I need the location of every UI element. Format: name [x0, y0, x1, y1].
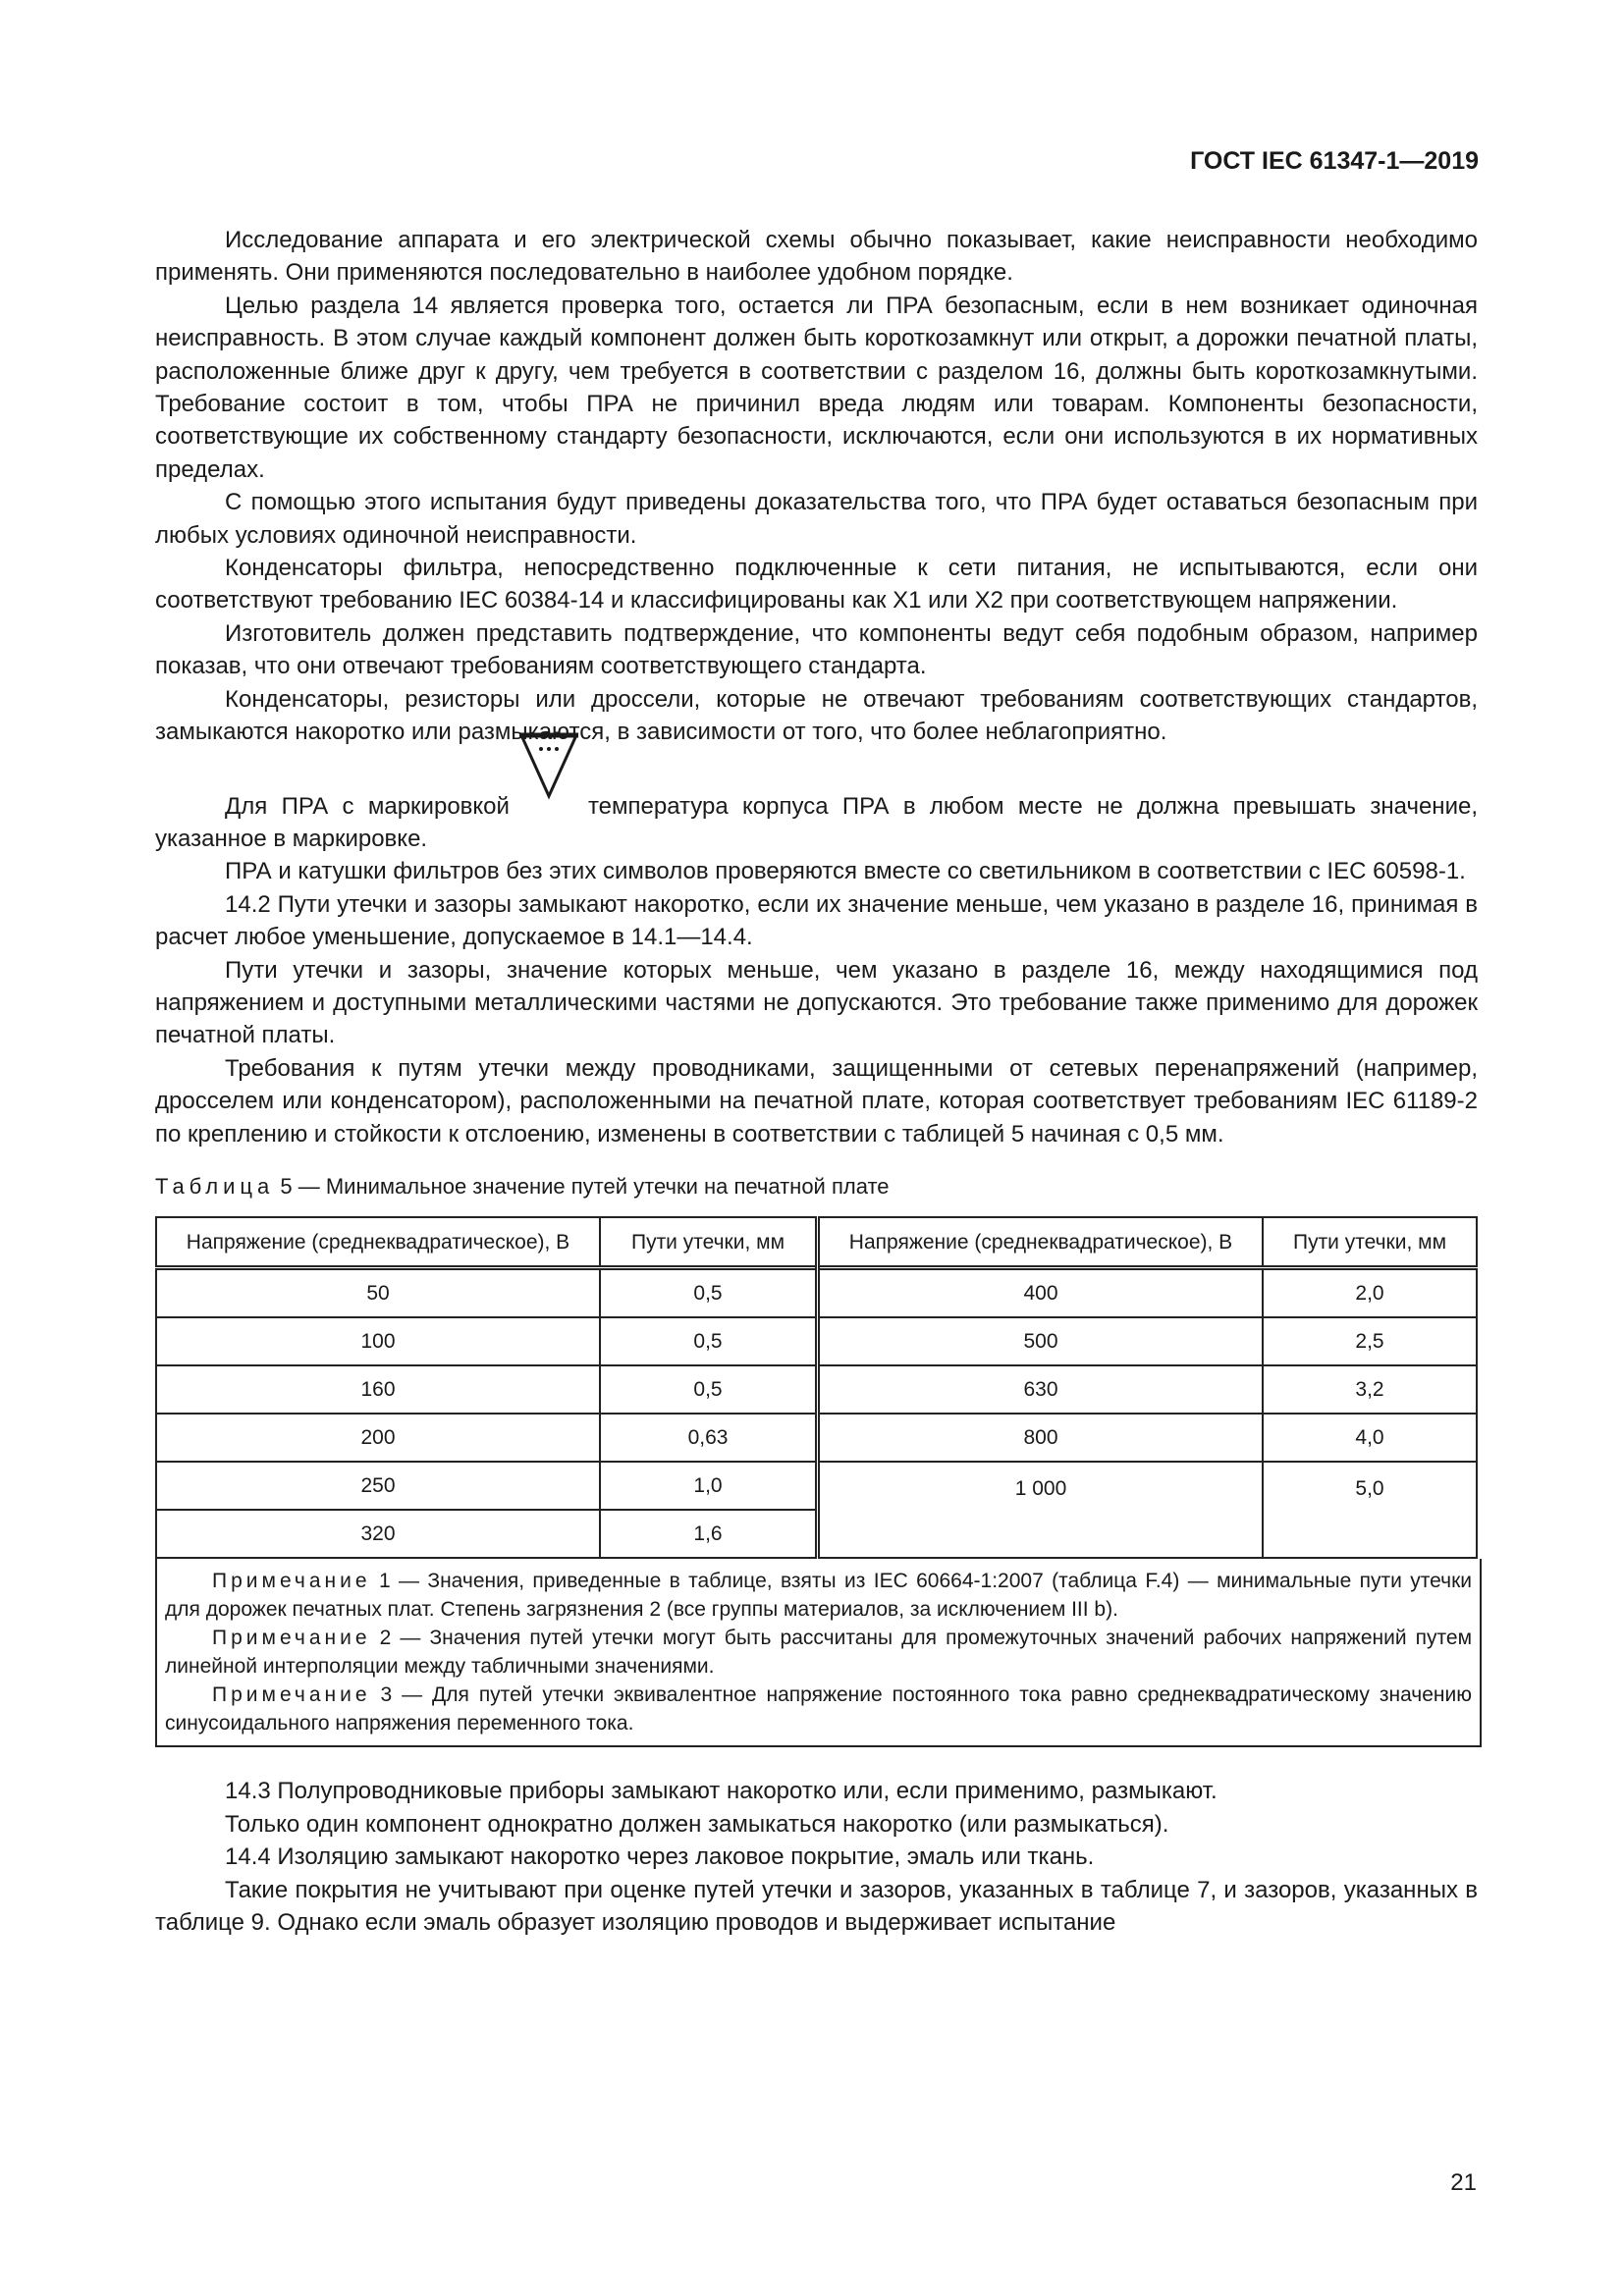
paragraph: Требования к путям утечки между проводниками, защищенными от сетевых перенапряжений (например, дросселем или конденсатором), расположенными на печатной плате, которая соответствует требованиям IEC 61189-2 по креплению и стойкости к отслоению, изменены в соответствии с таблицей 5 начиная с 0,5 мм. [155, 1054, 1478, 1148]
table-row [156, 1268, 1477, 1318]
table-caption-label: Таблица [155, 1173, 275, 1199]
paragraph: С помощью этого испытания будут приведены доказательства того, что ПРА будет оставаться безопасным при любых условиях одиночной неисправности. [155, 489, 1478, 549]
marking-text-before: Для ПРА с маркировкой [225, 792, 510, 820]
cell-creepage: 0,5 [600, 1317, 818, 1365]
document-body [155, 224, 1478, 1939]
paragraph: Изготовитель должен представить подтверждение, что компоненты ведут себя подобным образом, например показав, что они отвечают требованиям соответствующего стандарта. [155, 619, 1478, 680]
cell-voltage: 630 [818, 1365, 1264, 1414]
cell-creepage: 0,5 [600, 1365, 818, 1414]
temperature-marking-triangle-icon [517, 771, 580, 818]
cell-voltage: 100 [156, 1317, 600, 1365]
cell-creepage: 3,2 [1263, 1365, 1477, 1414]
cell-voltage: 500 [818, 1317, 1264, 1365]
marking-text-after: температура корпуса ПРА в любом месте не должна превышать значение, указанное в маркировке. [155, 792, 1478, 852]
paragraph: 14.4 Изоляцию замыкают накоротко через лаковое покрытие, эмаль или ткань. [225, 1843, 1095, 1871]
table-caption-text: 5 — Минимальное значение путей утечки на печатной плате [280, 1173, 890, 1199]
cell-creepage: 1,6 [600, 1510, 818, 1558]
table-note: Примечание 3 — Для путей утечки эквивалентное напряжение постоянного тока равно среднеквадратическому значению синусоидального напряжения переменного тока. [165, 1683, 1472, 1735]
paragraph: Исследование аппарата и его электрической схемы обычно показывает, какие неисправности необходимо применять. Они применяются последовательно в наиболее удобном порядке. [155, 227, 1478, 287]
cell-creepage: 0,5 [600, 1268, 818, 1318]
paragraph: Конденсаторы фильтра, непосредственно подключенные к сети питания, не испытываются, если они соответствуют требованию IEC 60384-14 и классифицированы как X1 или X2 при соответствующем напряжении. [155, 555, 1478, 614]
header-creepage: Пути утечки, мм [600, 1217, 818, 1268]
paragraph: Целью раздела 14 является проверка того, остается ли ПРА безопасным, если в нем возникает одиночная неисправность. В этом случае каждый компонент должен быть короткозамкнут или открыт, а дорожки печатной платы, расположенные ближе друг к другу, чем требуется в соответствии с разделом 16, должны быть короткозамкнутыми. Требование состоит в том, чтобы ПРА не причинил вреда людям или товарам. Компоненты безопасности, соответствующие их собственному стандарту безопасности, исключаются, если они используются в их нормативных пределах. [155, 292, 1478, 483]
table-notes [155, 1559, 1482, 1747]
document-id-header: ГОСТ IEC 61347-1—2019 [1190, 147, 1479, 175]
table-header-row [156, 1217, 1477, 1268]
cell-creepage: 2,5 [1263, 1317, 1477, 1365]
cell-voltage: 800 [818, 1414, 1264, 1462]
paragraph: 14.3 Полупроводниковые приборы замыкают накоротко или, если применимо, размыкают. [225, 1778, 1218, 1805]
table-row [156, 1414, 1477, 1462]
table-row [156, 1365, 1477, 1414]
paragraph: Такие покрытия не учитывают при оценке путей утечки и зазоров, указанных в таблице 7, и зазоров, указанных в таблице 9. Однако если эмаль образует изоляцию проводов и выдерживает испытание [155, 1876, 1478, 1936]
cell-creepage: 0,63 [600, 1414, 818, 1462]
cell-voltage: 50 [156, 1268, 600, 1318]
cell-voltage: 320 [156, 1510, 600, 1558]
page-number: 21 [1450, 2169, 1477, 2196]
header-voltage: Напряжение (среднеквадратическое), В [156, 1217, 600, 1268]
marking-paragraph [155, 771, 1478, 856]
cell-creepage: 5,0 [1263, 1462, 1477, 1558]
paragraph: ПРА и катушки фильтров без этих символов проверяются вместе со светильником в соответствии с IEC 60598-1. [225, 858, 1466, 885]
cell-creepage: 1,0 [600, 1462, 818, 1510]
table-caption [155, 1170, 1478, 1202]
header-voltage: Напряжение (среднеквадратическое), В [818, 1217, 1264, 1268]
cell-voltage: 200 [156, 1414, 600, 1462]
table-row [156, 1462, 1477, 1510]
table-note: Примечание 2 — Значения путей утечки могут быть рассчитаны для промежуточных значений рабочих напряжений путем линейной интерполяции между табличными значениями. [165, 1627, 1473, 1679]
bottom-paragraphs [155, 1775, 1478, 1939]
cell-voltage: 250 [156, 1462, 600, 1510]
cell-voltage: 400 [818, 1268, 1264, 1318]
table-note: Примечание 1 — Значения, приведенные в таблице, взяты из IEC 60664-1:2007 (таблица F.4) — минимальные пути утечки для дорожек печатных плат. Степень загрязнения 2 (все группы материалов, за исключением III b). [165, 1570, 1472, 1622]
paragraph: 14.2 Пути утечки и зазоры замыкают накоротко, если их значение меньше, чем указано в разделе 16, принимая в расчет любое уменьшение, допускаемое в 14.1—14.4. [155, 890, 1478, 951]
creepage-table [155, 1216, 1478, 1559]
cell-voltage: 160 [156, 1365, 600, 1414]
cell-creepage: 2,0 [1263, 1268, 1477, 1318]
paragraph: Только один компонент однократно должен замыкаться накоротко (или размыкаться). [225, 1810, 1169, 1838]
paragraph: Конденсаторы, резисторы или дроссели, которые не отвечают требованиям соответствующих стандартов, замыкаются накоротко или размыкаются, в зависимости от того, что более неблагоприятно. [155, 685, 1478, 746]
paragraph: Пути утечки и зазоры, значение которых меньше, чем указано в разделе 16, между находящимися под напряжением и доступными металлическими частями не допускаются. Это требование также применимо для дорожек печатной платы. [155, 956, 1478, 1049]
header-creepage: Пути утечки, мм [1263, 1217, 1477, 1268]
table-row [156, 1317, 1477, 1365]
cell-creepage: 4,0 [1263, 1414, 1477, 1462]
cell-voltage: 1 000 [818, 1462, 1264, 1558]
